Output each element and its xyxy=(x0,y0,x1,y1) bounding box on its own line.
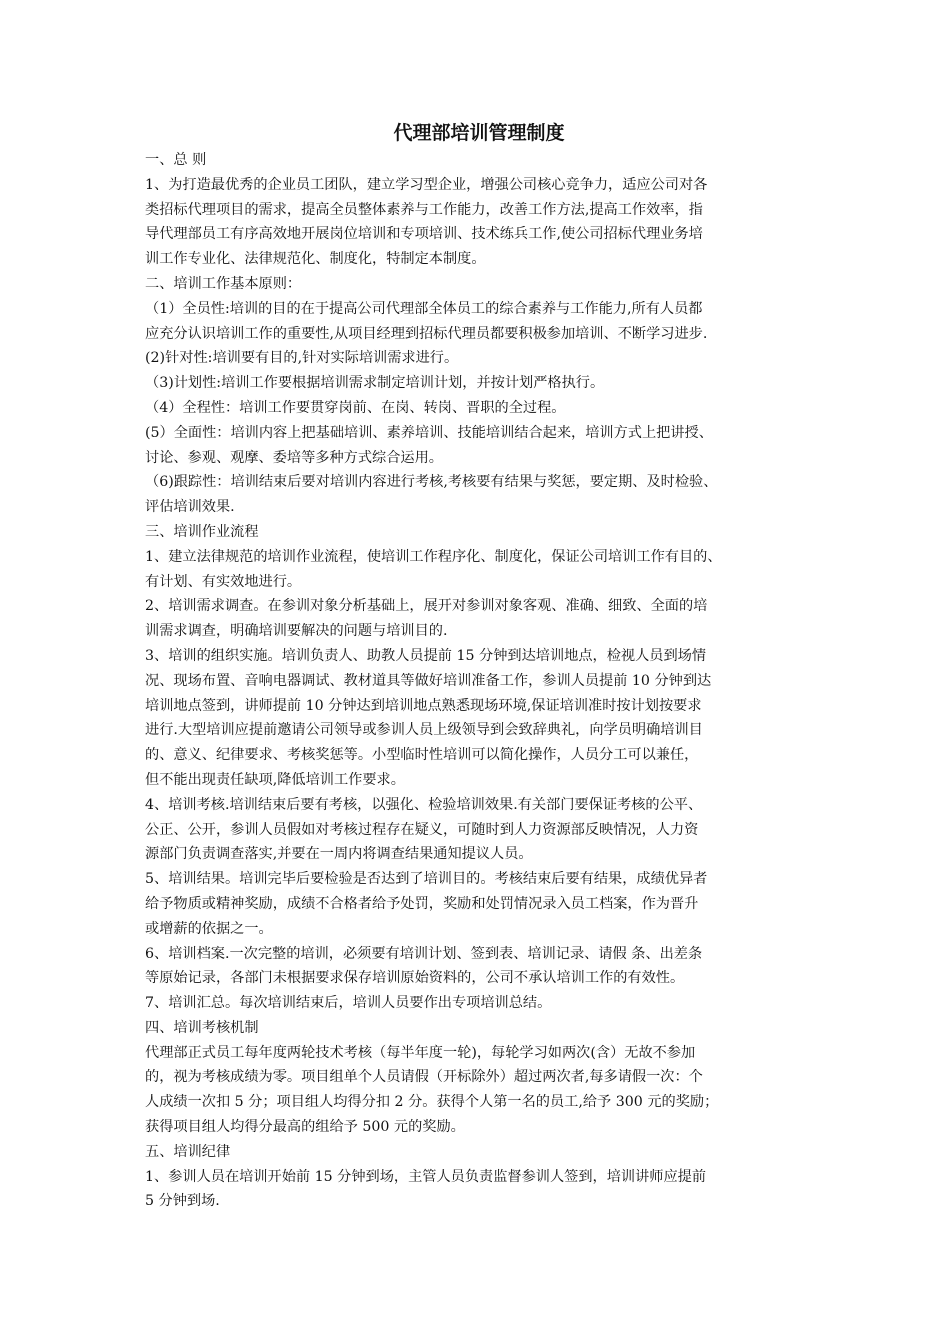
paragraph-line: 1、建立法律规范的培训作业流程，使培训工作程序化、制度化，保证公司培训工作有目的、 xyxy=(145,548,722,565)
paragraph-line: 培训地点签到，讲师提前 10 分钟达到培训地点熟悉现场环境,保证培训准时按计划按要求 xyxy=(145,697,702,714)
paragraph xyxy=(145,594,813,644)
paragraph xyxy=(145,346,813,371)
paragraph xyxy=(145,942,813,992)
document-title: 代理部培训管理制度 xyxy=(393,122,565,144)
paragraph-line: 四、培训考核机制 xyxy=(145,1019,259,1036)
paragraph-line: 的，视为考核成绩为零。项目组单个人员请假（开标除外）超过两次者,每多请假一次：个 xyxy=(145,1069,703,1086)
paragraph-line: 讨论、参观、观摩、委培等多种方式综合运用。 xyxy=(145,449,443,466)
paragraph-line: 二、培训工作基本原则： xyxy=(145,275,302,292)
paragraph-line: 类招标代理项目的需求，提高全员整体素养与工作能力，改善工作方法,提高工作效率，指 xyxy=(145,201,703,218)
paragraph xyxy=(145,991,813,1016)
paragraph-line: 的、意义、纪律要求、考核奖惩等。小型临时性培训可以简化操作，人员分工可以兼任， xyxy=(145,747,699,764)
paragraph xyxy=(145,272,813,297)
paragraph xyxy=(145,793,813,867)
paragraph xyxy=(145,1016,813,1041)
paragraph-line: 导代理部员工有序高效地开展岗位培训和专项培训、技术练兵工作,使公司招标代理业务培 xyxy=(145,226,703,243)
paragraph-line: 6、培训档案.一次完整的培训，必须要有培训计划、签到表、培训记录、请假 条、出差条 xyxy=(145,945,703,962)
paragraph-line: 1、为打造最优秀的企业员工团队，建立学习型企业，增强公司核心竞争力，适应公司对各 xyxy=(145,176,708,193)
paragraph-line: 获得项目组人均得分最高的组给予 500 元的奖励。 xyxy=(145,1119,465,1136)
paragraph-line: 评估培训效果. xyxy=(145,499,235,516)
paragraph xyxy=(145,644,813,793)
paragraph xyxy=(145,1041,813,1140)
document-page xyxy=(145,120,813,1214)
paragraph xyxy=(145,297,813,347)
paragraph-line: 等原始记录，各部门未根据要求保存培训原始资料的，公司不承认培训工作的有效性。 xyxy=(145,970,685,987)
paragraph-line: 训需求调查，明确培训要解决的问题与培训目的. xyxy=(145,623,448,640)
paragraph-line: 有计划、有实效地进行。 xyxy=(145,573,302,590)
paragraph-line: 进行.大型培训应提前邀请公司领导或参训人员上级领导到会致辞典礼，向学员明确培训目 xyxy=(145,722,703,739)
paragraph-line: 5 分钟到场. xyxy=(145,1193,220,1210)
paragraph xyxy=(145,470,813,520)
paragraph-line: 1、参训人员在培训开始前 15 分钟到场，主管人员负责监督参训人签到，培训讲师应提前 xyxy=(145,1168,707,1185)
paragraph-line: 训工作专业化、法律规范化、制度化，特制定本制度。 xyxy=(145,251,486,268)
paragraph xyxy=(145,867,813,941)
paragraph-line: 但不能出现责任缺项,降低培训工作要求。 xyxy=(145,771,405,788)
paragraph-line: 代理部正式员工每年度两轮技术考核（每半年度一轮)，每轮学习如两次(含）无故不参加 xyxy=(145,1044,696,1061)
paragraph-line: 况、现场布置、音响电器调试、教材道具等做好培训准备工作，参训人员提前 10 分钟到达 xyxy=(145,672,712,689)
paragraph xyxy=(145,371,813,396)
paragraph-line: 一、总 则 xyxy=(145,152,207,168)
paragraph-line: 五、培训纪律 xyxy=(145,1143,231,1160)
paragraph-line: 或增薪的依据之一。 xyxy=(145,920,273,937)
paragraph-line: 人成绩一次扣 5 分；项目组人均得分扣 2 分。获得个人第一名的员工,给予 300 元的奖励； xyxy=(145,1094,719,1111)
paragraph-line: 4、培训考核.培训结束后要有考核，以强化、检验培训效果.有关部门要保证考核的公平、 xyxy=(145,796,703,813)
paragraph-line: 三、培训作业流程 xyxy=(145,523,259,540)
paragraph xyxy=(145,1140,813,1165)
paragraph-line: 源部门负责调查落实,并要在一周内将调查结果通知提议人员。 xyxy=(145,846,533,863)
paragraph-line: 7、培训汇总。每次培训结束后，培训人员要作出专项培训总结。 xyxy=(145,995,552,1012)
paragraph-line: （1）全员性:培训的目的在于提高公司代理部全体员工的综合素养与工作能力,所有人员都 xyxy=(145,300,703,317)
paragraph xyxy=(145,396,813,421)
paragraph xyxy=(145,545,813,595)
paragraph xyxy=(145,173,813,272)
paragraph-line: (2)针对性:培训要有目的,针对实际培训需求进行。 xyxy=(145,350,459,367)
paragraph-line: 3、培训的组织实施。培训负责人、助教人员提前 15 分钟到达培训地点，检视人员到场情 xyxy=(145,647,707,664)
paragraph-line: （6)跟踪性：培训结束后要对培训内容进行考核,考核要有结果与奖惩，要定期、及时检验、 xyxy=(145,474,718,491)
paragraph-line: 给予物质或精神奖励，成绩不合格者给予处罚，奖励和处罚情况录入员工档案，作为晋升 xyxy=(145,895,699,912)
paragraph-line: 5、培训结果。培训完毕后要检验是否达到了培训目的。考核结束后要有结果，成绩优异者 xyxy=(145,871,708,888)
paragraph xyxy=(145,1165,813,1215)
paragraph-line: 应充分认识培训工作的重要性,从项目经理到招标代理员都要积极参加培训、不断学习进步. xyxy=(145,325,708,342)
paragraph-line: (5）全面性：培训内容上把基础培训、素养培训、技能培训结合起来，培训方式上把讲授、 xyxy=(145,424,713,441)
paragraph-line: （3)计划性:培训工作要根据培训需求制定培训计划，并按计划严格执行。 xyxy=(145,375,605,392)
document-body xyxy=(145,148,813,1214)
paragraph xyxy=(145,421,813,471)
paragraph-line: 公正、公开，参训人员假如对考核过程存在疑义，可随时到人力资源部反映情况，人力资 xyxy=(145,821,699,838)
paragraph xyxy=(145,148,813,173)
paragraph xyxy=(145,520,813,545)
paragraph-line: （4）全程性：培训工作要贯穿岗前、在岗、转岗、晋职的全过程。 xyxy=(145,399,566,416)
paragraph-line: 2、培训需求调查。在参训对象分析基础上，展开对参训对象客观、准确、细致、全面的培 xyxy=(145,598,708,615)
